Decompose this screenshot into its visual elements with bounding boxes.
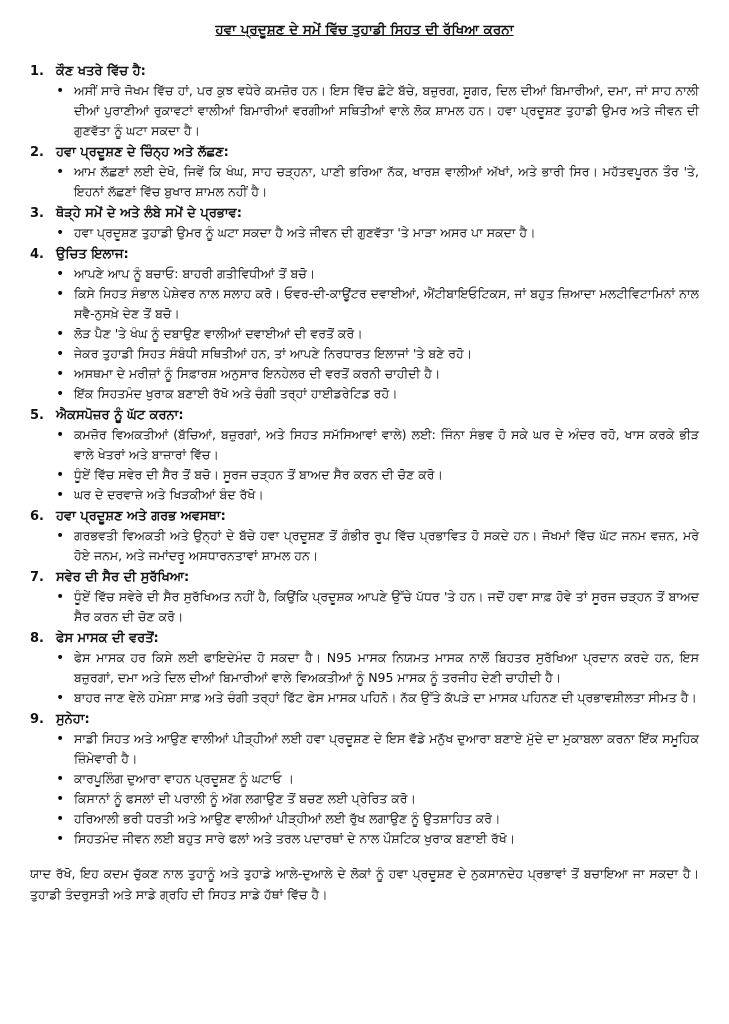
section-heading [30, 568, 699, 587]
bullet-point [56, 809, 699, 829]
bullet-icon: • [56, 266, 65, 282]
bullet-point [56, 688, 699, 708]
bullet-text: ਹਵਾ ਪ੍ਰਦੂਸ਼ਣ ਤੁਹਾਡੀ ਉਮਰ ਨੂੰ ਘਟਾ ਸਕਦਾ ਹੈ ਅਤੇ ਜੀਵਨ ਦੀ ਗੁਣਵੱਤਾ 'ਤੇ ਮਾੜਾ ਅਸਰ ਪਾ ਸਕਦਾ ਹੈ। [74, 225, 536, 240]
bullet-text: ਹਰਿਆਲੀ ਭਰੀ ਧਰਤੀ ਅਤੇ ਆਉਣ ਵਾਲੀਆਂ ਪੀੜ੍ਹੀਆਂ ਲਈ ਰੁੱਖ ਲਗਾਉਣ ਨੂੰ ਉਤਸ਼ਾਹਿਤ ਕਰੋ। [74, 811, 501, 826]
bullet-text: ਗਰਭਵਤੀ ਵਿਅਕਤੀ ਅਤੇ ਉਨ੍ਹਾਂ ਦੇ ਬੱਚੇ ਹਵਾ ਪ੍ਰਦੂਸ਼ਣ ਤੋਂ ਗੰਭੀਰ ਰੂਪ ਵਿੱਚ ਪ੍ਰਭਾਵਿਤ ਹੋ ਸਕਦੇ ਹਨ। ਜੋਖਮਾਂ ਵਿੱਚ ਘੱਟ ਜਨਮ ਵਜ਼ਨ, ਮਰੇ ਹੋਏ ਜਨਮ, ਅਤੇ ਜਮਾਂਦਰੂ ਅਸਧਾਰਨਤਾਵਾਂ ਸ਼ਾਮਲ ਹਨ। [74, 528, 699, 563]
bullet-icon: • [56, 791, 65, 807]
bullet-icon: • [56, 164, 65, 180]
bullet-text: ਘਰ ਦੇ ਦਰਵਾਜ਼ੇ ਅਤੇ ਖਿੜਕੀਆਂ ਬੰਦ ਰੱਖੋ। [74, 487, 264, 502]
bullet-text: ਆਪਣੇ ਆਪ ਨੂੰ ਬਚਾਓ: ਬਾਹਰੀ ਗਤੀਵਿਧੀਆਂ ਤੋਂ ਬਚੋ। [74, 266, 316, 281]
bullet-point [56, 465, 699, 485]
section-heading [30, 406, 699, 425]
bullet-text: ਜੇਕਰ ਤੁਹਾਡੀ ਸਿਹਤ ਸੰਬੰਧੀ ਸਥਿਤੀਆਂ ਹਨ, ਤਾਂ ਆਪਣੇ ਨਿਰਧਾਰਤ ਇਲਾਜਾਂ 'ਤੇ ਬਣੇ ਰਹੋ। [74, 346, 473, 361]
bullet-icon: • [56, 326, 65, 342]
section-title: ਥੋੜ੍ਹੇ ਸਮੇਂ ਦੇ ਅਤੇ ਲੰਬੇ ਸਮੇਂ ਦੇ ਪ੍ਰਭਾਵ: [56, 206, 242, 221]
bullet-point [56, 789, 699, 809]
bullet-point [56, 829, 699, 849]
bullet-icon: • [56, 528, 65, 544]
bullet-point [56, 587, 699, 627]
section-heading [30, 245, 699, 264]
bullet-icon: • [56, 731, 65, 747]
bullet-text: ਇੱਕ ਸਿਹਤਮੰਦ ਖੁਰਾਕ ਬਣਾਈ ਰੱਖੋ ਅਤੇ ਚੰਗੀ ਤਰ੍ਹਾਂ ਹਾਈਡਰੇਟਿਡ ਰਹੋ। [74, 386, 398, 401]
bullet-point [56, 344, 699, 364]
bullet-text: ਸਾਡੀ ਸਿਹਤ ਅਤੇ ਆਉਣ ਵਾਲੀਆਂ ਪੀੜ੍ਹੀਆਂ ਲਈ ਹਵਾ ਪ੍ਰਦੂਸ਼ਣ ਦੇ ਇਸ ਵੱਡੇ ਮਨੁੱਖ ਦੁਆਰਾ ਬਣਾਏ ਮੁੱਦੇ ਦਾ ਮੁਕਾਬਲਾ ਕਰਨਾ ਇੱਕ ਸਮੂਹਿਕ ਜ਼ਿੰਮੇਵਾਰੀ ਹੈ। [74, 731, 699, 766]
bullet-icon: • [56, 690, 65, 706]
bullet-icon: • [56, 487, 65, 503]
bullet-text: ਫੇਸ ਮਾਸਕ ਹਰ ਕਿਸੇ ਲਈ ਫਾਇਦੇਮੰਦ ਹੋ ਸਕਦਾ ਹੈ। N95 ਮਾਸਕ ਨਿਯਮਤ ਮਾਸਕ ਨਾਲੋਂ ਬਿਹਤਰ ਸੁਰੱਖਿਆ ਪ੍ਰਦਾਨ ਕਰਦੇ ਹਨ, ਇਸ ਬਜ਼ੁਰਗਾਂ, ਦਮਾ ਅਤੇ ਦਿਲ ਦੀਆਂ ਬਿਮਾਰੀਆਂ ਵਾਲੇ ਵਿਅਕਤੀਆਂ ਨੂੰ N95 ਮਾਸਕ ਨੂੰ ਤਰਜੀਹ ਦੇਣੀ ਚਾਹੀਦੀ ਹੈ। [74, 650, 699, 685]
bullet-list [30, 81, 699, 141]
section-heading [30, 143, 699, 162]
bullet-point [56, 769, 699, 789]
bullet-text: ਲੋੜ ਪੈਣ 'ਤੇ ਖੰਘ ਨੂੰ ਦਬਾਉਣ ਵਾਲੀਆਂ ਦਵਾਈਆਂ ਦੀ ਵਰਤੋਂ ਕਰੋ। [74, 326, 363, 341]
bullet-text: ਧੂੰਏਂ ਵਿੱਚ ਸਵੇਰੇ ਦੀ ਸੈਰ ਸੁਰੱਖਿਅਤ ਨਹੀਂ ਹੈ, ਕਿਉਂਕਿ ਪ੍ਰਦੂਸ਼ਕ ਆਪਣੇ ਉੱਚੇ ਪੱਧਰ 'ਤੇ ਹਨ। ਜਦੋਂ ਹਵਾ ਸਾਫ਼ ਹੋਵੇ ਤਾਂ ਸੂਰਜ ਚੜ੍ਹਨ ਤੋਂ ਬਾਅਦ ਸੈਰ ਕਰਨ ਦੀ ਚੋਣ ਕਰੋ। [74, 589, 699, 624]
section-9 [30, 710, 699, 849]
bullet-point [56, 284, 699, 324]
section-number: 3. [30, 206, 44, 221]
bullet-icon: • [56, 811, 65, 827]
bullet-point [56, 425, 699, 465]
section-heading [30, 629, 699, 648]
section-title: ਐਕਸਪੋਜ਼ਰ ਨੂੰ ਘੱਟ ਕਰਨਾ: [56, 408, 184, 423]
section-heading [30, 62, 699, 81]
bullet-point [56, 384, 699, 404]
bullet-icon: • [56, 346, 65, 362]
bullet-icon: • [56, 589, 65, 605]
bullet-point [56, 223, 699, 243]
bullet-list [30, 587, 699, 627]
bullet-point [56, 729, 699, 769]
section-heading [30, 507, 699, 526]
bullet-point [56, 264, 699, 284]
bullet-text: ਅਸਥਮਾ ਦੇ ਮਰੀਜ਼ਾਂ ਨੂੰ ਸਿਫ਼ਾਰਸ਼ ਅਨੁਸਾਰ ਇਨਹੇਲਰ ਦੀ ਵਰਤੋਂ ਕਰਨੀ ਚਾਹੀਦੀ ਹੈ। [74, 366, 441, 381]
bullet-list [30, 648, 699, 708]
bullet-icon: • [56, 831, 65, 847]
bullet-icon: • [56, 366, 65, 382]
section-number: 8. [30, 631, 44, 646]
section-7 [30, 568, 699, 627]
bullet-point [56, 324, 699, 344]
bullet-point [56, 162, 699, 202]
section-number: 2. [30, 145, 44, 160]
bullet-icon: • [56, 386, 65, 402]
bullet-icon: • [56, 467, 65, 483]
section-1 [30, 62, 699, 141]
bullet-text: ਸਿਹਤਮੰਦ ਜੀਵਨ ਲਈ ਬਹੁਤ ਸਾਰੇ ਫਲਾਂ ਅਤੇ ਤਰਲ ਪਦਾਰਥਾਂ ਦੇ ਨਾਲ ਪੌਸ਼ਟਿਕ ਖੁਰਾਕ ਬਣਾਈ ਰੱਖੋ। [74, 831, 516, 846]
section-heading [30, 204, 699, 223]
bullet-point [56, 81, 699, 141]
bullet-text: ਕਮਜ਼ੋਰ ਵਿਅਕਤੀਆਂ (ਬੱਚਿਆਂ, ਬਜ਼ੁਰਗਾਂ, ਅਤੇ ਸਿਹਤ ਸਮੱਸਿਆਵਾਂ ਵਾਲੇ) ਲਈ: ਜਿੰਨਾ ਸੰਭਵ ਹੋ ਸਕੇ ਘਰ ਦੇ ਅੰਦਰ ਰਹੋ, ਖਾਸ ਕਰਕੇ ਭੀੜ ਵਾਲੇ ਖੇਤਰਾਂ ਅਤੇ ਬਾਜ਼ਾਰਾਂ ਵਿੱਚ। [74, 427, 699, 462]
bullet-text: ਕਿਸਾਨਾਂ ਨੂੰ ਫਸਲਾਂ ਦੀ ਪਰਾਲੀ ਨੂੰ ਅੱਗ ਲਗਾਉਣ ਤੋਂ ਬਚਣ ਲਈ ਪ੍ਰੇਰਿਤ ਕਰੋ। [74, 791, 416, 806]
bullet-point [56, 364, 699, 384]
section-number: 4. [30, 247, 44, 262]
section-title: ਸੁਨੇਹਾ: [56, 712, 90, 727]
section-4 [30, 245, 699, 404]
bullet-icon: • [56, 650, 65, 666]
bullet-point [56, 526, 699, 566]
section-number: 6. [30, 509, 44, 524]
bullet-icon: • [56, 427, 65, 443]
section-2 [30, 143, 699, 202]
bullet-icon: • [56, 83, 65, 99]
bullet-list [30, 223, 699, 243]
section-number: 5. [30, 408, 44, 423]
section-3 [30, 204, 699, 243]
section-title: ਕੌਣ ਖਤਰੇ ਵਿੱਚ ਹੈ: [56, 64, 146, 79]
bullet-text: ਕਾਰਪੂਲਿੰਗ ਦੁਆਰਾ ਵਾਹਨ ਪ੍ਰਦੂਸ਼ਣ ਨੂੰ ਘਟਾਓ । [74, 771, 294, 786]
closing-note: ਯਾਦ ਰੱਖੋ, ਇਹ ਕਦਮ ਚੁੱਕਣ ਨਾਲ ਤੁਹਾਨੂੰ ਅਤੇ ਤੁਹਾਡੇ ਆਲੇ-ਦੁਆਲੇ ਦੇ ਲੋਕਾਂ ਨੂੰ ਹਵਾ ਪ੍ਰਦੂਸ਼ਣ ਦੇ ਨੁਕਸਾਨਦੇਹ ਪ੍ਰਭਾਵਾਂ ਤੋਂ ਬਚਾਇਆ ਜਾ ਸਕਦਾ ਹੈ। ਤੁਹਾਡੀ ਤੰਦਰੁਸਤੀ ਅਤੇ ਸਾਡੇ ਗ੍ਰਹਿ ਦੀ ਸਿਹਤ ਸਾਡੇ ਹੱਥਾਂ ਵਿੱਚ ਹੈ। [30, 866, 699, 902]
bullet-icon: • [56, 225, 65, 241]
section-title: ਫੇਸ ਮਾਸਕ ਦੀ ਵਰਤੋਂ: [56, 631, 159, 646]
bullet-text: ਧੂੰਏਂ ਵਿੱਚ ਸਵੇਰ ਦੀ ਸੈਰ ਤੋਂ ਬਚੋ। ਸੂਰਜ ਚੜ੍ਹਨ ਤੋਂ ਬਾਅਦ ਸੈਰ ਕਰਨ ਦੀ ਚੋਣ ਕਰੋ। [74, 467, 443, 482]
bullet-list [30, 264, 699, 404]
bullet-list [30, 729, 699, 849]
bullet-point [56, 485, 699, 505]
section-list [30, 62, 699, 849]
document-title: ਹਵਾ ਪ੍ਰਦੂਸ਼ਣ ਦੇ ਸਮੇਂ ਵਿੱਚ ਤੁਹਾਡੀ ਸਿਹਤ ਦੀ ਰੱਖਿਆ ਕਰਨਾ [215, 22, 514, 38]
section-number: 1. [30, 64, 44, 79]
bullet-icon: • [56, 771, 65, 787]
section-5 [30, 406, 699, 505]
section-number: 9. [30, 712, 44, 727]
section-8 [30, 629, 699, 708]
section-title: ਸਵੇਰ ਦੀ ਸੈਰ ਦੀ ਸੁਰੱਖਿਆ: [56, 570, 190, 585]
section-title: ਹਵਾ ਪ੍ਰਦੂਸ਼ਣ ਦੇ ਚਿੰਨ੍ਹ ਅਤੇ ਲੱਛਣ: [56, 145, 229, 160]
section-title: ਉਚਿਤ ਇਲਾਜ: [56, 247, 129, 262]
bullet-list [30, 162, 699, 202]
bullet-text: ਅਸੀਂ ਸਾਰੇ ਜੋਖਮ ਵਿੱਚ ਹਾਂ, ਪਰ ਕੁਝ ਵਧੇਰੇ ਕਮਜ਼ੋਰ ਹਨ। ਇਸ ਵਿੱਚ ਛੋਟੇ ਬੱਚੇ, ਬਜ਼ੁਰਗ, ਸ਼ੂਗਰ, ਦਿਲ ਦੀਆਂ ਬਿਮਾਰੀਆਂ, ਦਮਾ, ਜਾਂ ਸਾਹ ਨਾਲੀ ਦੀਆਂ ਪੁਰਾਣੀਆਂ ਰੁਕਾਵਟਾਂ ਵਾਲੀਆਂ ਬਿਮਾਰੀਆਂ ਵਰਗੀਆਂ ਸਥਿਤੀਆਂ ਵਾਲੇ ਲੋਕ ਸ਼ਾਮਲ ਹਨ। ਹਵਾ ਪ੍ਰਦੂਸ਼ਣ ਤੁਹਾਡੀ ਉਮਰ ਅਤੇ ਜੀਵਨ ਦੀ ਗੁਣਵੱਤਾ ਨੂੰ ਘਟਾ ਸਕਦਾ ਹੈ। [74, 83, 699, 138]
section-6 [30, 507, 699, 566]
section-heading [30, 710, 699, 729]
bullet-list [30, 425, 699, 505]
bullet-text: ਬਾਹਰ ਜਾਣ ਵੇਲੇ ਹਮੇਸ਼ਾ ਸਾਫ਼ ਅਤੇ ਚੰਗੀ ਤਰ੍ਹਾਂ ਫਿੱਟ ਫੇਸ ਮਾਸਕ ਪਹਿਨੋ। ਨੱਕ ਉੱਤੇ ਕੱਪੜੇ ਦਾ ਮਾਸਕ ਪਹਿਨਣ ਦੀ ਪ੍ਰਭਾਵਸ਼ੀਲਤਾ ਸੀਮਤ ਹੈ। [74, 690, 697, 705]
bullet-list [30, 526, 699, 566]
bullet-point [56, 648, 699, 688]
section-title: ਹਵਾ ਪ੍ਰਦੂਸ਼ਣ ਅਤੇ ਗਰਭ ਅਵਸਥਾ: [56, 509, 226, 524]
bullet-icon: • [56, 286, 65, 302]
bullet-text: ਆਮ ਲੱਛਣਾਂ ਲਈ ਦੇਖੋ, ਜਿਵੇਂ ਕਿ ਖੰਘ, ਸਾਹ ਚੜ੍ਹਨਾ, ਪਾਣੀ ਭਰਿਆ ਨੱਕ, ਖਾਰਸ਼ ਵਾਲੀਆਂ ਅੱਖਾਂ, ਅਤੇ ਭਾਰੀ ਸਿਰ। ਮਹੱਤਵਪੂਰਨ ਤੌਰ 'ਤੇ, ਇਹਨਾਂ ਲੱਛਣਾਂ ਵਿੱਚ ਬੁਖਾਰ ਸ਼ਾਮਲ ਨਹੀਂ ਹੈ। [74, 164, 699, 199]
bullet-text: ਕਿਸੇ ਸਿਹਤ ਸੰਭਾਲ ਪੇਸ਼ੇਵਰ ਨਾਲ ਸਲਾਹ ਕਰੋ। ਓਵਰ-ਦੀ-ਕਾਊਂਟਰ ਦਵਾਈਆਂ, ਐਂਟੀਬਾਇਓਟਿਕਸ, ਜਾਂ ਬਹੁਤ ਜ਼ਿਆਦਾ ਮਲਟੀਵਿਟਾਮਿਨਾਂ ਨਾਲ ਸਵੈ-ਨੁਸਖ਼ੇ ਦੇਣ ਤੋਂ ਬਚੋ। [74, 286, 699, 321]
section-number: 7. [30, 570, 44, 585]
